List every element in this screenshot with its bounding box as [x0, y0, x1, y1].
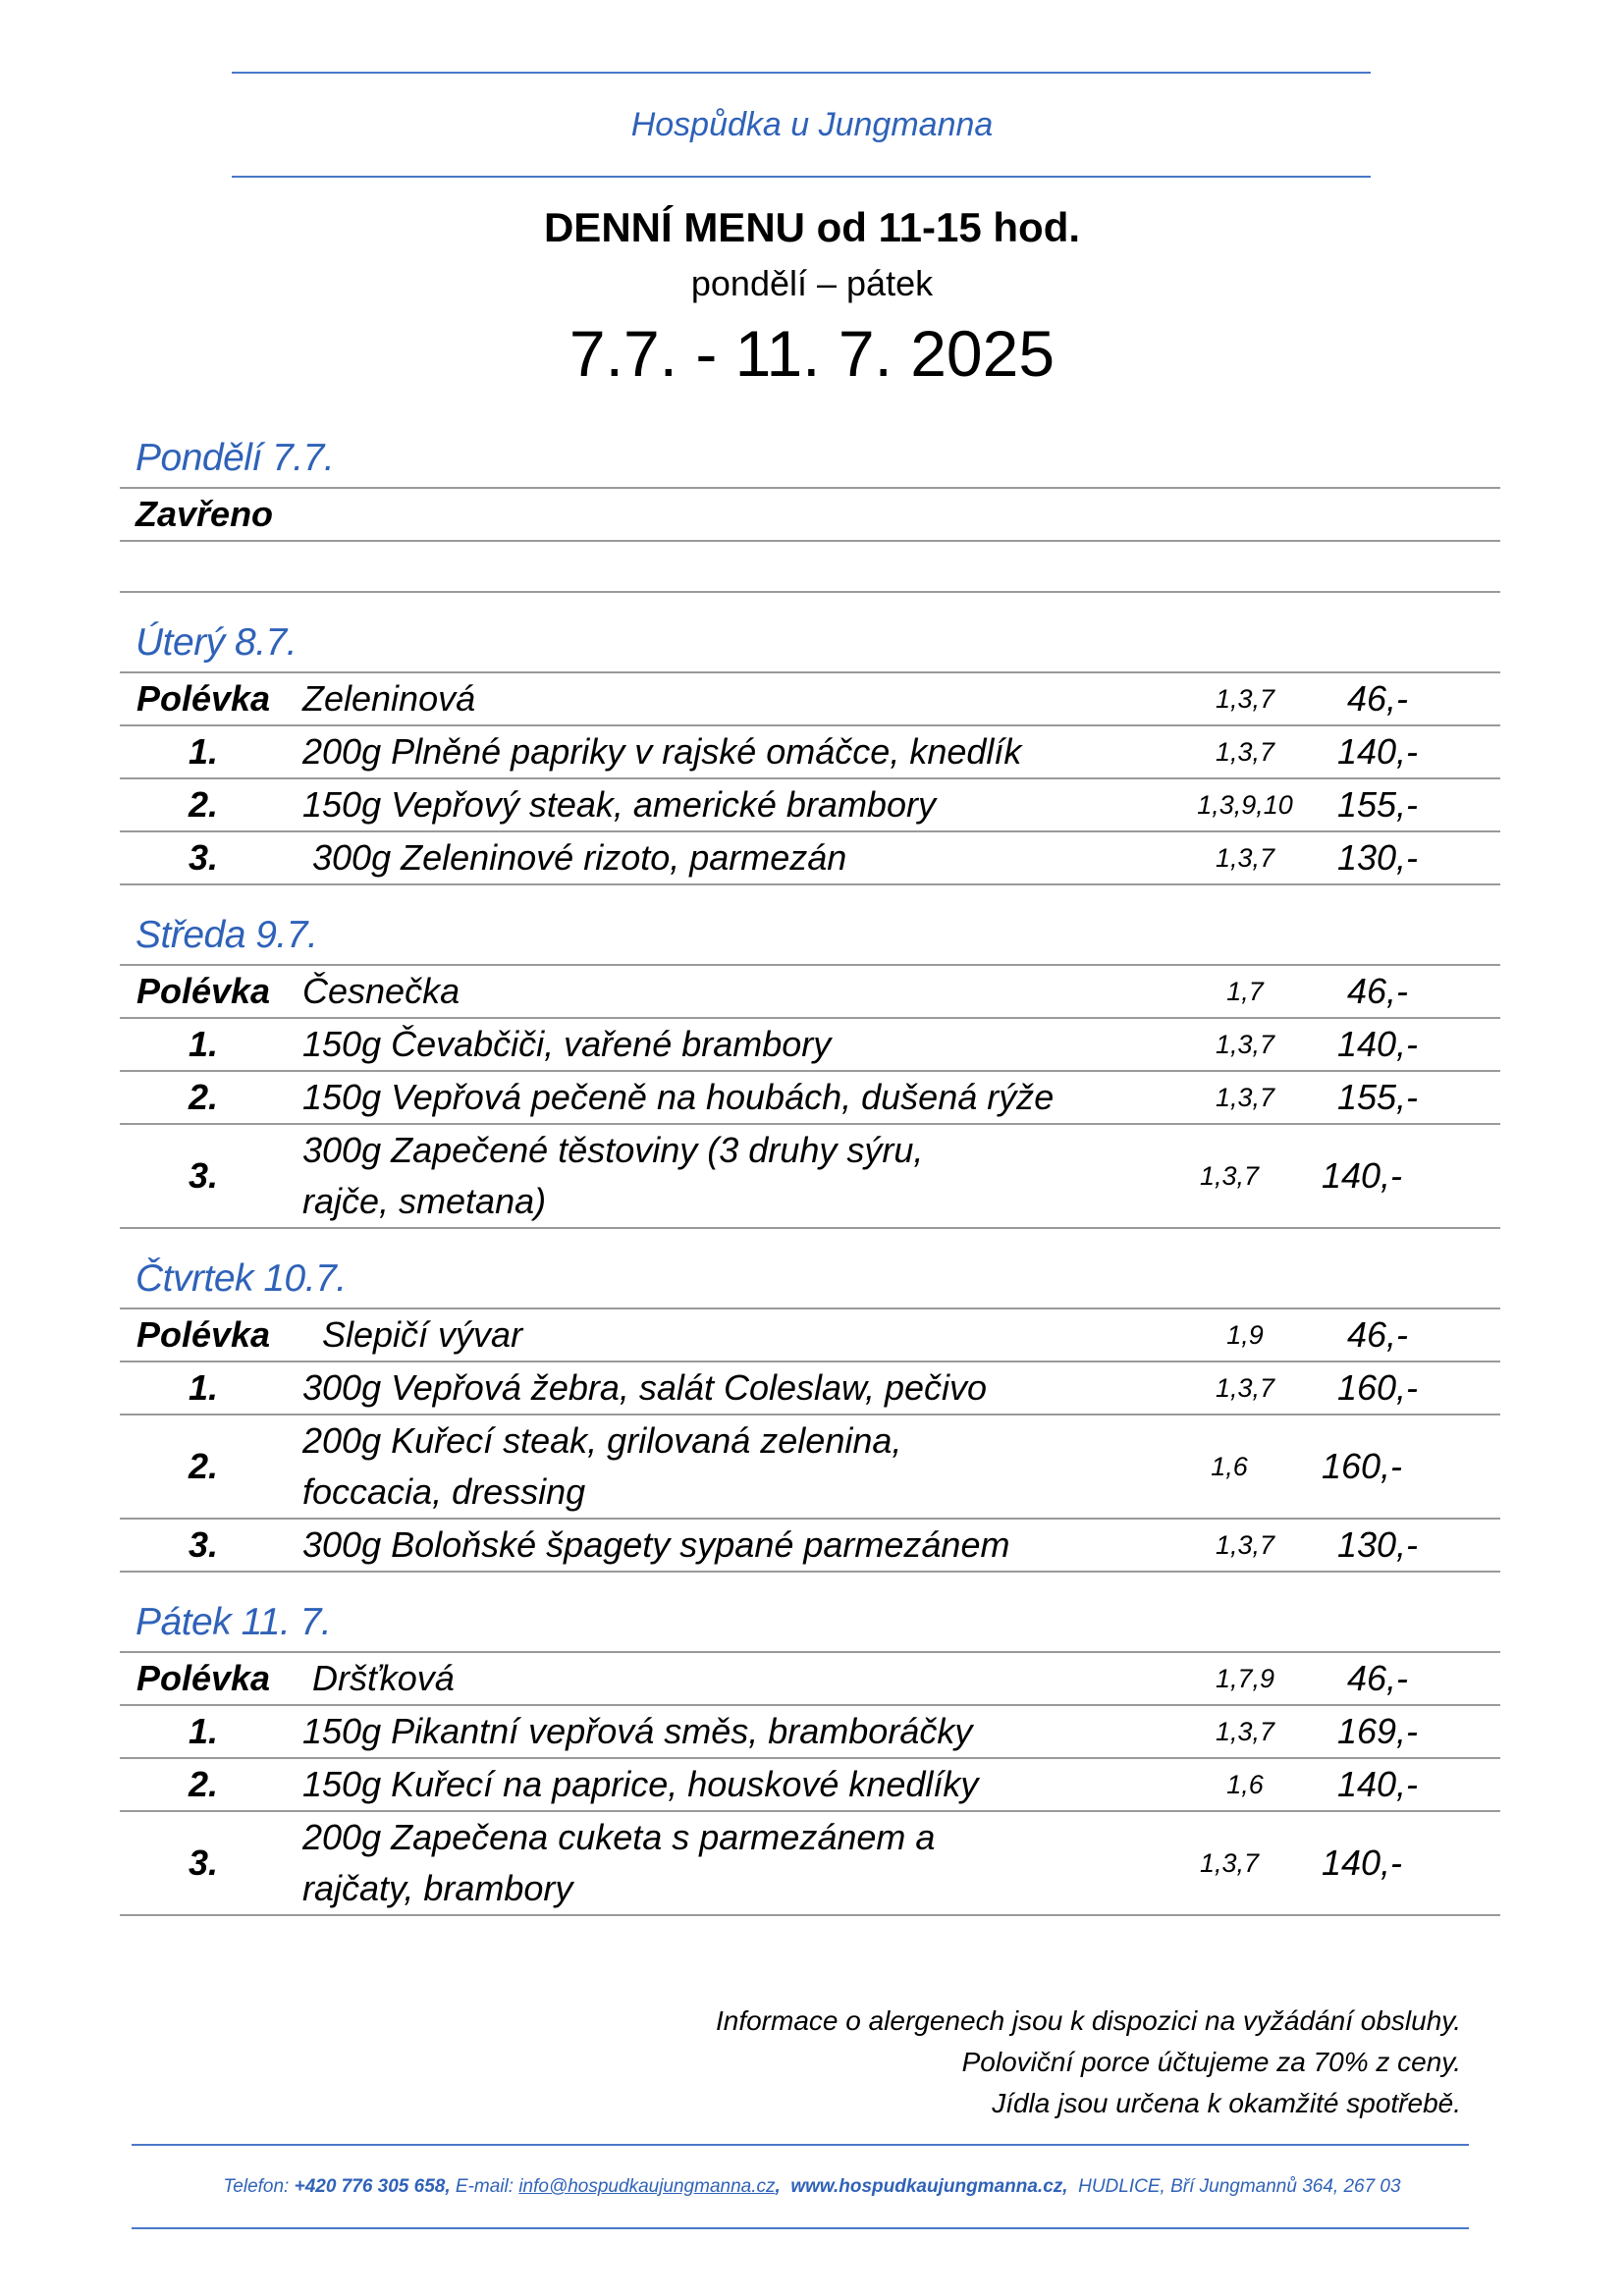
email-link[interactable]: info@hospudkaujungmanna.cz: [518, 2176, 776, 2197]
day-thursday: [120, 1251, 1500, 1573]
menu-row: [120, 779, 1500, 832]
footer-bottom-rule: [132, 2227, 1469, 2229]
item-name: Dršťková: [302, 1658, 455, 1698]
footer-top-rule: [132, 2144, 1469, 2146]
day-spacer: [120, 885, 1500, 907]
item-label: Polévka: [135, 971, 271, 1011]
item-name: 200g Zapečena cuketa s parmezánem a rajčaty, brambory: [302, 1817, 936, 1908]
menu-row-soup: [120, 673, 1500, 726]
item-allergens: 1,9: [1226, 1319, 1264, 1350]
item-label: 1.: [188, 731, 219, 772]
item-price: 46,-: [1346, 678, 1409, 719]
day-title: Úterý 8.7.: [120, 614, 1500, 673]
contact-footer: [0, 2176, 1624, 2198]
day-tuesday: [120, 614, 1500, 885]
item-price: 140,-: [1321, 1155, 1403, 1196]
item-label: 2.: [188, 784, 219, 825]
item-name: 150g Vepřová pečeně na houbách, dušená rýže: [302, 1077, 1055, 1117]
empty-row: [120, 542, 1500, 593]
item-name: Česnečka: [302, 971, 460, 1011]
item-allergens: 1,3,7: [1215, 736, 1275, 767]
item-name: Slepičí vývar: [302, 1314, 523, 1355]
menu-row: [120, 1520, 1500, 1573]
item-allergens: 1,6: [1211, 1451, 1248, 1481]
menu-row: [120, 1072, 1500, 1125]
item-allergens: 1,3,7: [1215, 1029, 1275, 1059]
item-price: 130,-: [1336, 1524, 1419, 1565]
menu-row: [120, 726, 1500, 779]
menu-row: [120, 1019, 1500, 1072]
day-title: Středa 9.7.: [120, 907, 1500, 966]
day-title: Pondělí 7.7.: [120, 430, 1500, 489]
day-title: Pátek 11. 7.: [120, 1594, 1500, 1653]
item-label: 1.: [188, 1367, 219, 1408]
item-label: 3.: [188, 837, 219, 878]
header-bottom-rule: [232, 176, 1371, 178]
item-price: 155,-: [1336, 784, 1419, 825]
item-label: 3.: [188, 1842, 219, 1883]
day-title: Čtvrtek 10.7.: [120, 1251, 1500, 1309]
item-name: 200g Plněné papriky v rajské omáčce, knedlík: [302, 731, 1022, 772]
item-allergens: 1,7,9: [1215, 1663, 1275, 1693]
item-allergens: 1,3,7: [1215, 1082, 1275, 1112]
menu-row-soup: [120, 1653, 1500, 1706]
website-link[interactable]: , www.hospudkaujungmanna.cz,: [775, 2176, 1068, 2197]
restaurant-name: Hospůdka u Jungmanna: [630, 106, 994, 143]
menu-row: [120, 1362, 1500, 1415]
item-label: 1.: [188, 1711, 219, 1751]
item-allergens: 1,6: [1226, 1769, 1264, 1799]
menu-row: [120, 1812, 1500, 1916]
note-half-portion: Poloviční porce účtujeme za 70% z ceny.: [961, 2047, 1461, 2077]
address: HUDLICE, Bří Jungmannů 364, 267 03: [1067, 2176, 1401, 2197]
day-friday: [120, 1594, 1500, 1916]
item-allergens: 1,3,7: [1199, 1160, 1260, 1191]
phone-label: Telefon:: [223, 2176, 295, 2197]
day-wednesday: [120, 907, 1500, 1229]
item-allergens: 1,3,7: [1215, 1716, 1275, 1746]
menu-title: DENNÍ MENU od 11-15 hod.: [543, 204, 1081, 250]
item-label: 1.: [188, 1024, 219, 1064]
date-range: 7.7. - 11. 7. 2025: [568, 317, 1056, 390]
menu-row: [120, 1706, 1500, 1759]
item-price: 169,-: [1336, 1711, 1419, 1751]
item-label: Polévka: [135, 678, 271, 719]
item-price: 140,-: [1336, 1764, 1419, 1804]
item-name: 150g Čevabčiči, vařené brambory: [302, 1024, 832, 1064]
item-name: 300g Zapečené těstoviny (3 druhy sýru, rajče, smetana): [302, 1130, 924, 1221]
item-allergens: 1,3,7: [1199, 1847, 1260, 1878]
item-price: 140,-: [1336, 731, 1419, 772]
item-name: Zeleninová: [302, 678, 476, 719]
closed-notice: Zavřeno: [120, 489, 1500, 542]
item-name: 150g Kuřecí na paprice, houskové knedlíky: [302, 1764, 979, 1804]
item-price: 140,-: [1336, 1024, 1419, 1064]
email-label: E-mail:: [450, 2176, 519, 2197]
item-name: 200g Kuřecí steak, grilovaná zelenina, foccacia, dressing: [302, 1420, 902, 1512]
item-allergens: 1,3,9,10: [1197, 789, 1293, 820]
item-label: 2.: [188, 1764, 219, 1804]
item-label: Polévka: [135, 1314, 271, 1355]
menu-row: [120, 1415, 1500, 1520]
menu-row: [120, 832, 1500, 885]
item-allergens: 1,3,7: [1215, 842, 1275, 873]
item-name: 300g Zeleninové rizoto, parmezán: [302, 837, 847, 878]
item-label: 2.: [188, 1446, 219, 1486]
day-spacer: [120, 1229, 1500, 1251]
item-price: 140,-: [1321, 1842, 1403, 1883]
day-spacer: [120, 593, 1500, 614]
note-consumption: Jídla jsou určena k okamžité spotřebě.: [992, 2088, 1461, 2118]
item-name: 150g Pikantní vepřová směs, bramboráčky: [302, 1711, 973, 1751]
phone-number[interactable]: +420 776 305 658,: [294, 2176, 451, 2197]
menu-subtitle: pondělí – pátek: [690, 263, 934, 303]
menu-row: [120, 1759, 1500, 1812]
menu-notes: [716, 2001, 1461, 2124]
item-name: 300g Vepřová žebra, salát Coleslaw, pečivo: [302, 1367, 988, 1408]
item-price: 46,-: [1346, 1658, 1409, 1698]
menu-row: [120, 1125, 1500, 1229]
item-name: 150g Vepřový steak, americké brambory: [302, 784, 936, 825]
item-price: 160,-: [1336, 1367, 1419, 1408]
item-label: 3.: [188, 1524, 219, 1565]
header-top-rule: [232, 72, 1371, 74]
item-allergens: 1,3,7: [1215, 1372, 1275, 1403]
menu-row-soup: [120, 966, 1500, 1019]
item-price: 130,-: [1336, 837, 1419, 878]
item-price: 46,-: [1346, 1314, 1409, 1355]
day-monday: [120, 430, 1500, 593]
note-allergens: Informace o alergenech jsou k dispozici na vyžádání obsluhy.: [715, 2005, 1461, 2036]
day-spacer: [120, 1573, 1500, 1594]
item-allergens: 1,3,7: [1215, 1529, 1275, 1560]
item-price: 160,-: [1321, 1446, 1403, 1486]
item-label: 3.: [188, 1155, 219, 1196]
menu-row-soup: [120, 1309, 1500, 1362]
item-price: 155,-: [1336, 1077, 1419, 1117]
item-label: 2.: [188, 1077, 219, 1117]
item-name: 300g Boloňské špagety sypané parmezánem: [302, 1524, 1010, 1565]
weekly-menu: [120, 430, 1500, 1916]
item-label: Polévka: [135, 1658, 271, 1698]
item-allergens: 1,3,7: [1215, 683, 1275, 714]
item-price: 46,-: [1346, 971, 1409, 1011]
item-allergens: 1,7: [1226, 976, 1264, 1006]
